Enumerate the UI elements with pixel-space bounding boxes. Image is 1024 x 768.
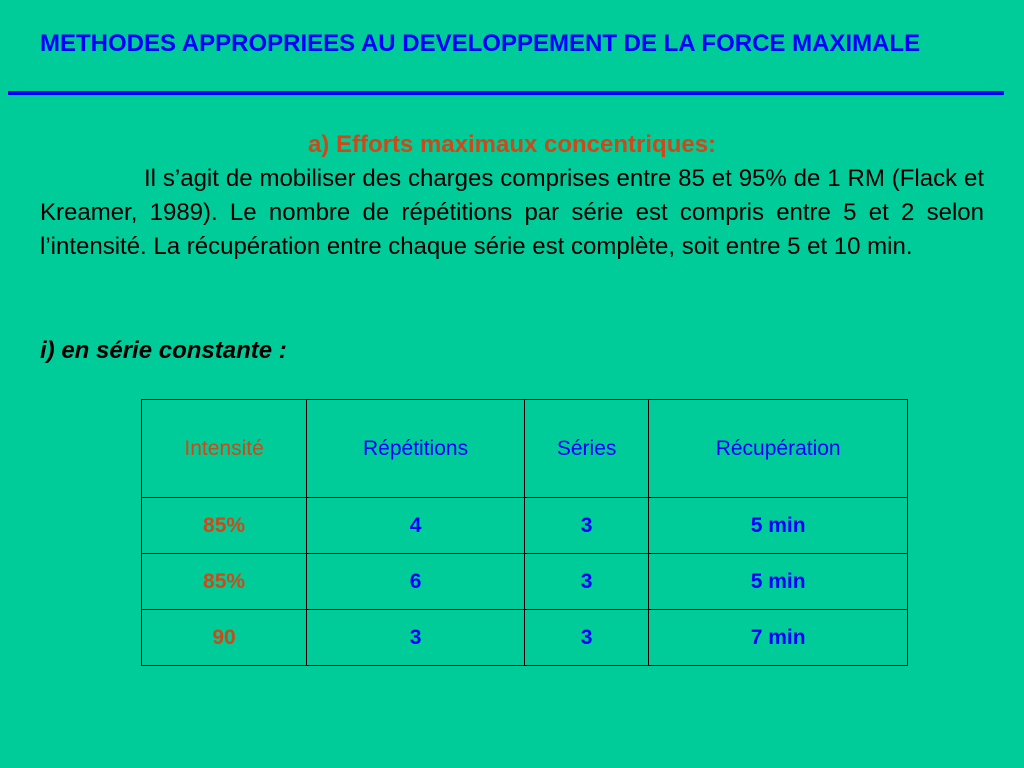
table-row	[142, 498, 908, 554]
cell-recuperation: 5 min	[649, 554, 908, 610]
cell-repetitions: 4	[307, 498, 525, 554]
training-table	[141, 399, 908, 666]
header-intensite: Intensité	[142, 400, 307, 498]
section-heading: i) en série constante :	[40, 337, 287, 364]
cell-intensite: 85%	[142, 498, 307, 554]
cell-repetitions: 6	[307, 554, 525, 610]
cell-series: 3	[524, 554, 648, 610]
table-row	[142, 554, 908, 610]
table-header-row	[142, 400, 908, 498]
header-recuperation: Récupération	[649, 400, 908, 498]
cell-series: 3	[524, 610, 648, 666]
table-row	[142, 610, 908, 666]
cell-intensite: 90	[142, 610, 307, 666]
body-paragraph: Il s’agit de mobiliser des charges comprises entre 85 et 95% de 1 RM (Flack et Kreamer, 1989). Le nombre de répétitions par série est compris entre 5 et 2 selon l’intensité. La récupération entre chaque série est complète, soit entre 5 et 10 min.	[40, 165, 984, 260]
cell-series: 3	[524, 498, 648, 554]
header-series: Séries	[524, 400, 648, 498]
cell-intensite: 85%	[142, 554, 307, 610]
cell-recuperation: 7 min	[649, 610, 908, 666]
cell-recuperation: 5 min	[649, 498, 908, 554]
cell-repetitions: 3	[307, 610, 525, 666]
slide-title: METHODES APPROPRIEES AU DEVELOPPEMENT DE LA FORCE MAXIMALE	[40, 30, 921, 57]
header-repetitions: Répétitions	[307, 400, 525, 498]
title-underline-divider	[8, 91, 1004, 95]
subtitle: a) Efforts maximaux concentriques:	[307, 131, 717, 158]
